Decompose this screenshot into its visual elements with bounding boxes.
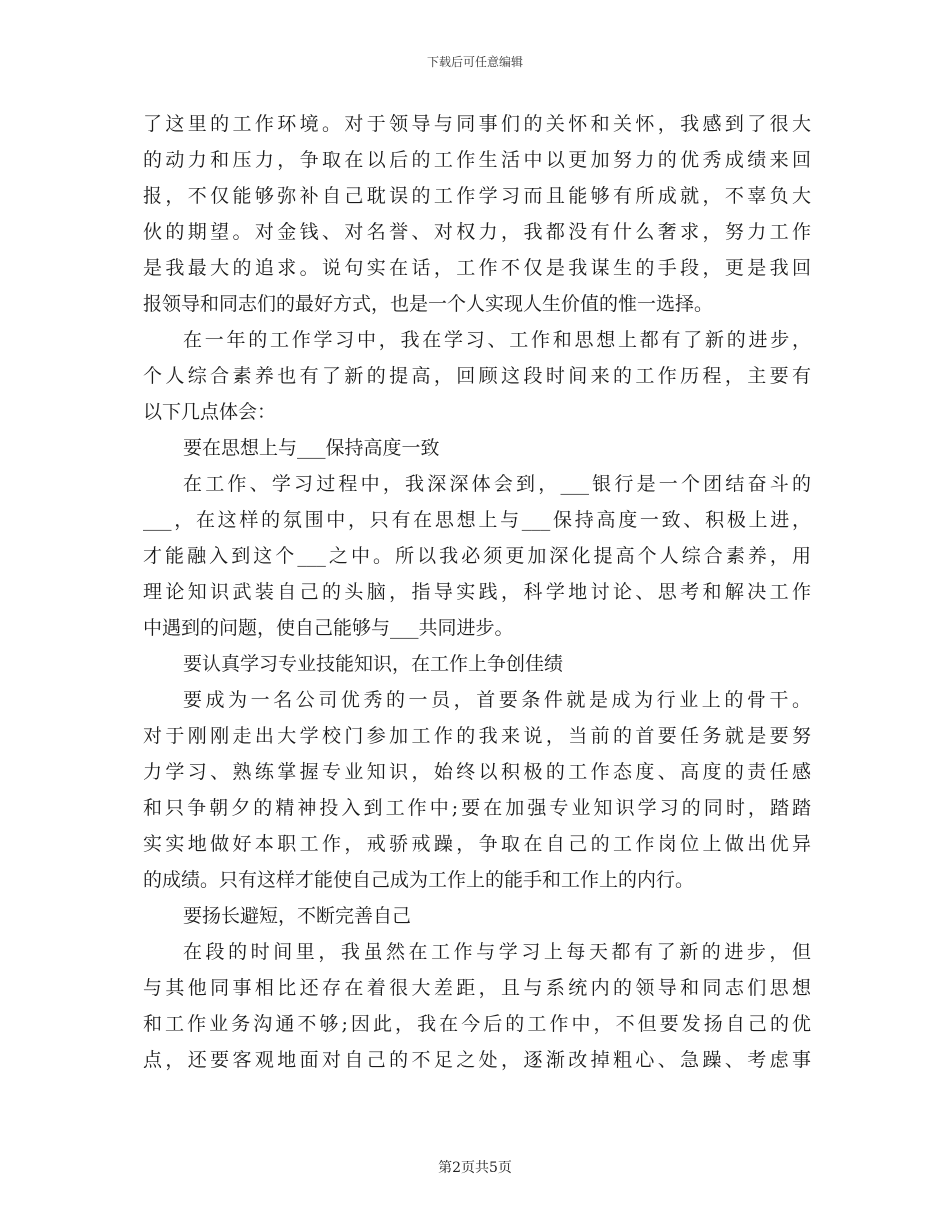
- page-header: 下载后可任意编辑: [426, 55, 523, 69]
- text-line: 理论知识武装自己的头脑，指导实践，科学地讨论、思考和解决工作: [143, 581, 811, 603]
- text-line: 在一年的工作学习中，我在学习、工作和思想上都有了新的进步，: [183, 329, 811, 351]
- text-line: 要认真学习专业技能知识，在工作上争创佳绩: [183, 653, 564, 675]
- text-line: 要扬长避短，不断完善自己: [183, 905, 412, 927]
- text-line: 个人综合素养也有了新的提高，回顾这段时间来的工作历程，主要有: [143, 365, 811, 387]
- text-line: 报，不仅能够弥补自己耽误的工作学习而且能够有所成就，不辜负大: [143, 185, 811, 207]
- text-line: 在段的时间里，我虽然在工作与学习上每天都有了新的进步，但: [183, 941, 811, 963]
- text-line: 才能融入到这个___之中。所以我必须更加深化提高个人综合素养，用: [143, 545, 811, 567]
- page-footer: 第2页共5页: [438, 1160, 512, 1176]
- text-line: 实实地做好本职工作，戒骄戒躁，争取在自己的工作岗位上做出优异: [143, 833, 811, 855]
- text-line: 要在思想上与___保持高度一致: [183, 437, 440, 459]
- text-line: 在工作、学习过程中，我深深体会到，___银行是一个团结奋斗的: [183, 473, 811, 495]
- text-line: 中遇到的问题，使自己能够与___共同进步。: [143, 617, 514, 639]
- text-line: 力学习、熟练掌握专业知识，始终以积极的工作态度、高度的责任感: [143, 761, 811, 783]
- text-line: 对于刚刚走出大学校门参加工作的我来说，当前的首要任务就是要努: [143, 725, 811, 747]
- text-line: 点，还要客观地面对自己的不足之处，逐渐改掉粗心、急躁、考虑事: [143, 1049, 811, 1071]
- text-line: 的动力和压力，争取在以后的工作生活中以更加努力的优秀成绩来回: [143, 149, 811, 171]
- text-line: 了这里的工作环境。对于领导与同事们的关怀和关怀，我感到了很大: [143, 113, 811, 135]
- text-line: ___，在这样的氛围中，只有在思想上与___保持高度一致、积极上进，: [143, 509, 811, 531]
- text-line: 的成绩。只有这样才能使自己成为工作上的能手和工作上的内行。: [143, 869, 695, 891]
- text-line: 是我最大的追求。说句实在话，工作不仅是我谋生的手段，更是我回: [143, 257, 811, 279]
- text-line: 以下几点体会：: [143, 401, 277, 423]
- text-line: 伙的期望。对金钱、对名誉、对权力，我都没有什么奢求，努力工作: [143, 221, 811, 243]
- text-line: 与其他同事相比还存在着很大差距，且与系统内的领导和同志们思想: [143, 977, 811, 999]
- text-line: 要成为一名公司优秀的一员，首要条件就是成为行业上的骨干。: [183, 689, 811, 711]
- document-body: [143, 106, 811, 1078]
- text-line: 报领导和同志们的最好方式，也是一个人实现人生价值的惟一选择。: [143, 293, 714, 315]
- text-line: 和工作业务沟通不够;因此，我在今后的工作中，不但要发扬自己的优: [143, 1013, 811, 1035]
- text-line: 和只争朝夕的精神投入到工作中;要在加强专业知识学习的同时，踏踏: [143, 797, 811, 819]
